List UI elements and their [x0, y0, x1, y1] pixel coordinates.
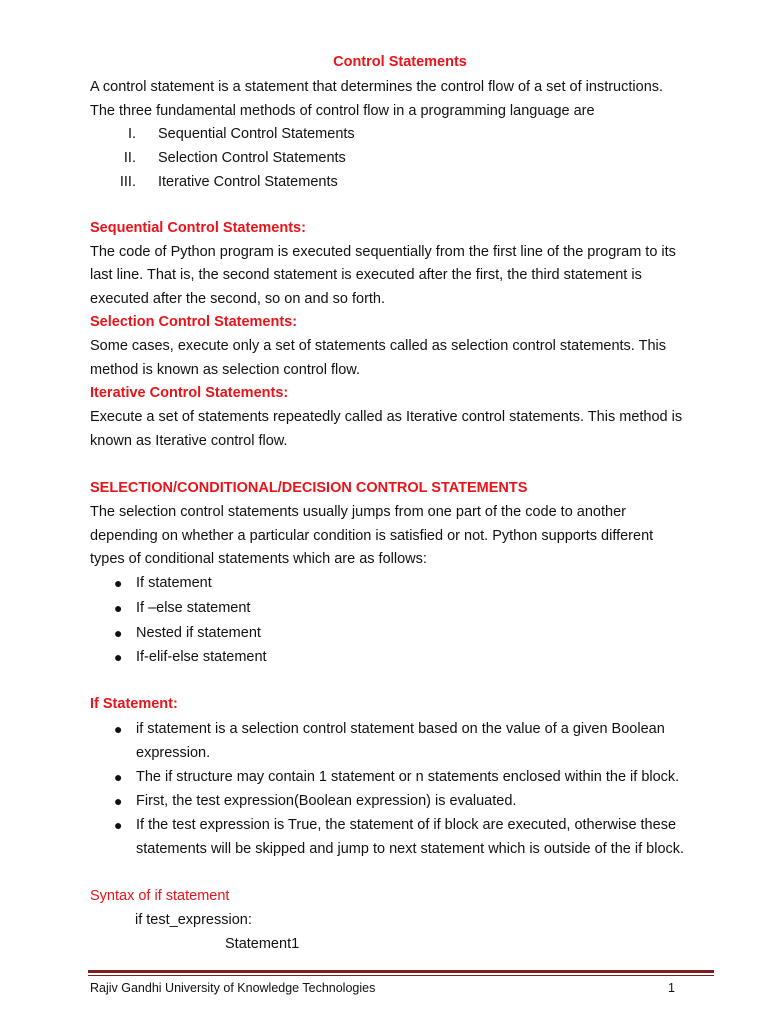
bullet-dot-icon: ●	[114, 721, 123, 737]
conditional-line-3: types of conditional statements which are as follows:	[90, 551, 427, 567]
selection-line-2: method is known as selection control flow.	[90, 362, 360, 378]
method-item-3: Iterative Control Statements	[158, 174, 338, 190]
conditional-bullet-2: If –else statement	[136, 600, 251, 616]
roman-numeral-2: II.	[123, 150, 136, 166]
if-bullet-2: The if structure may contain 1 statement or n statements enclosed within the if block.	[136, 769, 680, 785]
selection-heading: Selection Control Statements:	[90, 314, 298, 330]
footer-divider-thin	[88, 975, 714, 976]
intro-line-2: The three fundamental methods of control flow in a programming language are	[90, 103, 595, 119]
if-bullet-1-line-2: expression.	[136, 745, 211, 761]
bullet-dot-icon: ●	[114, 793, 123, 809]
bullet-dot-icon: ●	[114, 600, 123, 616]
method-item-2: Selection Control Statements	[158, 150, 346, 166]
conditional-bullet-4: If-elif-else statement	[136, 649, 267, 665]
syntax-heading: Syntax of if statement	[90, 888, 230, 904]
roman-numeral-3: III.	[119, 174, 136, 190]
iterative-line-2: known as Iterative control flow.	[90, 433, 288, 449]
intro-line-1: A control statement is a statement that determines the control flow of a set of instructions.	[90, 79, 664, 95]
sequential-line-1: The code of Python program is executed sequentially from the first line of the program to its	[90, 244, 676, 260]
iterative-heading: Iterative Control Statements:	[90, 385, 289, 401]
conditional-heading: SELECTION/CONDITIONAL/DECISION CONTROL STATEMENTS	[90, 480, 528, 496]
if-statement-heading: If Statement:	[90, 696, 178, 712]
iterative-line-1: Execute a set of statements repeatedly called as Iterative control statements. This method is	[90, 409, 683, 425]
conditional-line-2: depending on whether a particular condition is satisfied or not. Python supports different	[90, 528, 654, 544]
footer-page-number: 1	[668, 981, 675, 995]
selection-line-1: Some cases, execute only a set of statements called as selection control statements. This	[90, 338, 666, 354]
bullet-dot-icon: ●	[114, 575, 123, 591]
method-item-1: Sequential Control Statements	[158, 126, 355, 142]
if-bullet-1-line-1: if statement is a selection control statement based on the value of a given Boolean	[136, 721, 665, 737]
syntax-line-2: Statement1	[225, 936, 300, 952]
if-bullet-4-line-2: statements will be skipped and jump to next statement which is outside of the if block.	[136, 841, 685, 857]
sequential-line-2: last line. That is, the second statement is executed after the first, the third statement is	[90, 267, 642, 283]
if-bullet-3: First, the test expression(Boolean expression) is evaluated.	[136, 793, 517, 809]
conditional-bullet-3: Nested if statement	[136, 625, 261, 641]
conditional-line-1: The selection control statements usually jumps from one part of the code to another	[90, 504, 626, 520]
bullet-dot-icon: ●	[114, 625, 123, 641]
sequential-line-3: executed after the second, so on and so forth.	[90, 291, 386, 307]
conditional-bullet-1: If statement	[136, 575, 212, 591]
bullet-dot-icon: ●	[114, 649, 123, 665]
footer-divider	[88, 970, 714, 973]
footer-university: Rajiv Gandhi University of Knowledge Technologies	[90, 981, 376, 995]
roman-numeral-1: I.	[127, 126, 136, 142]
if-bullet-4-line-1: If the test expression is True, the statement of if block are executed, otherwise these	[136, 817, 677, 833]
page-title: Control Statements	[333, 54, 467, 70]
bullet-dot-icon: ●	[114, 769, 123, 785]
bullet-dot-icon: ●	[114, 817, 123, 833]
sequential-heading: Sequential Control Statements:	[90, 220, 306, 236]
syntax-line-1: if test_expression:	[135, 912, 252, 928]
